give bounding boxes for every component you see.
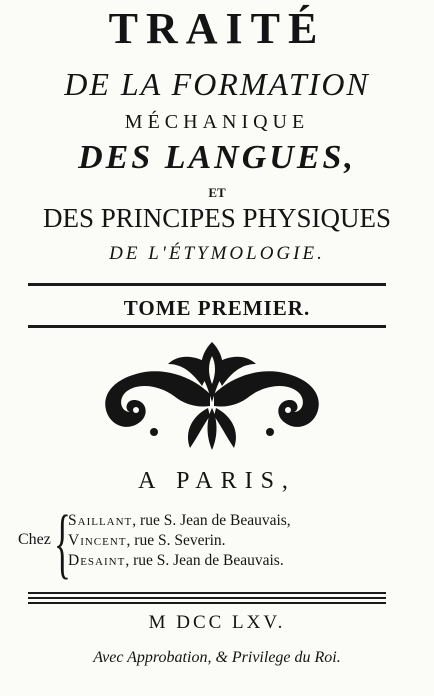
title-line-langues: DES LANGUES, xyxy=(78,139,356,176)
title-line-principes: DES PRINCIPES PHYSIQUES xyxy=(42,203,392,233)
imprint-date: M DCC LXV. xyxy=(148,612,286,633)
divider-rule xyxy=(28,602,386,604)
divider-rule-bottom xyxy=(28,325,386,328)
publisher-line xyxy=(68,512,291,530)
publisher-address: , rue S. Severin. xyxy=(126,532,226,549)
publisher-name: Desaint xyxy=(68,552,126,569)
imprint-place: A PARIS, xyxy=(138,468,296,494)
publisher-address: , rue S. Jean de Beauvais, xyxy=(132,512,291,529)
divider-rule-top xyxy=(28,283,386,286)
divider-rule xyxy=(28,592,386,594)
publisher-line xyxy=(68,552,284,570)
royal-privilege: Avec Approbation, & Privilege du Roi. xyxy=(93,649,341,666)
title-line-et: ET xyxy=(208,185,226,200)
floral-fleuron-icon xyxy=(92,336,332,452)
title-line-mechanique: MÉCHANIQUE xyxy=(124,111,310,133)
publisher-name: Vincent xyxy=(68,532,127,549)
volume-label: TOME PREMIER. xyxy=(123,296,311,320)
imprint-chez: Chez xyxy=(18,531,51,548)
publisher-line xyxy=(68,532,226,550)
divider-rule xyxy=(28,597,386,599)
title-line-etymologie: DE L'ÉTYMOLOGIE. xyxy=(109,243,325,264)
title-main: TRAITÉ xyxy=(108,4,326,53)
publisher-name: Saillant xyxy=(68,512,133,529)
title-line-formation: DE LA FORMATION xyxy=(64,66,370,102)
publisher-address: , rue S. Jean de Beauvais. xyxy=(125,552,284,569)
curly-brace-icon: { xyxy=(54,499,71,586)
